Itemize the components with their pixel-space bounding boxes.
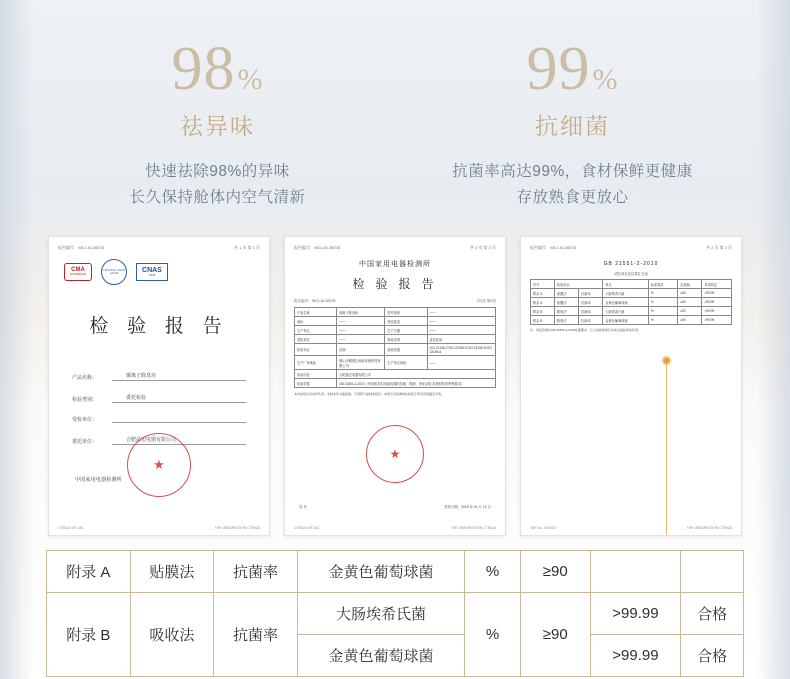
certificate-test-report	[284, 236, 506, 536]
cell-requirement: ≥90	[520, 593, 590, 677]
stat-antibacterial-label: 抗细菌	[534, 113, 610, 139]
cell-appendix: 附录 B	[531, 307, 555, 316]
stat-antibacterial-desc	[402, 159, 743, 210]
certificate-1-footer-left: CTB02A WT-04C	[58, 526, 85, 531]
stat-deodorize-label: 祛异味	[179, 113, 255, 139]
cell-appendix: 附录 B	[531, 316, 555, 325]
certificate-2-page-no: 共 2 页 第 2 页	[469, 245, 496, 251]
cell-value: 佛山市顺德区科能环保科技有限公司	[337, 356, 385, 370]
certificate-2-sub-right: 共2页 第2页	[476, 299, 496, 304]
stat-antibacterial	[402, 35, 743, 210]
certificate-3-page-no: 共 2 页 第 2 页	[705, 245, 732, 251]
stat-deodorize-desc-line1: 快速祛除98%的异味	[145, 163, 290, 180]
cell-label: 生产单位	[295, 326, 337, 335]
cnas-logo-text: CNAS	[142, 267, 162, 275]
highlight-marker-icon	[663, 357, 670, 364]
table-header-row	[531, 280, 732, 289]
cnca-seal-icon	[101, 259, 127, 285]
cell-label: 商标	[295, 317, 337, 326]
certificate-2-table	[294, 307, 496, 388]
certificate-3-footer	[530, 526, 732, 530]
cell-unit: %	[465, 551, 521, 593]
stamp-star-glyph: ★	[153, 457, 165, 473]
cell-appendix: 附录 A	[47, 551, 131, 593]
certificate-1-footer	[58, 526, 260, 530]
cell-unit: %	[648, 307, 678, 316]
cell-measured	[590, 551, 681, 593]
cell-metric: 抗菌率	[579, 307, 603, 316]
certificate-2-header	[294, 245, 496, 251]
certificate-2-footer	[294, 526, 496, 530]
cell-value: ——	[427, 308, 495, 317]
cell-measured: >99.99	[590, 635, 681, 677]
column-header: 实测值	[678, 280, 702, 289]
cnas-logo-icon	[136, 263, 168, 281]
cell-bacteria: 大肠埃希氏菌	[603, 289, 648, 298]
certificates-section	[0, 236, 790, 536]
field-label: 受检单位：	[72, 417, 98, 424]
cell-method: 贴膜法	[130, 551, 214, 593]
cell-label: 生产单位地址	[385, 356, 427, 370]
table-row	[531, 298, 732, 307]
cell-metric: 抗菌率	[214, 551, 298, 593]
stat-antibacterial-number	[402, 35, 743, 103]
cell-bacteria: 大肠埃希氏菌	[297, 593, 464, 635]
cell-metric: 抗菌率	[214, 593, 298, 677]
cell-requirement: ≥90	[678, 307, 702, 316]
certificate-1-header	[58, 245, 260, 251]
stat-deodorize-desc-line2: 长久保持舱体内空气清新	[129, 188, 306, 206]
column-header: 单项判定	[702, 280, 732, 289]
cell-label: 型号规格	[385, 308, 427, 317]
cnca-seal-text: TESTING CNAS L0192	[102, 267, 126, 276]
certificate-inspection-report	[48, 236, 270, 536]
certificate-3-note: 注：判定依据为GB 21551-2-2010标准要求。以上检验结果仅对本次送检样品负责。	[530, 328, 641, 333]
cell-bacteria: 金黄色葡萄球菌	[297, 635, 464, 677]
cell-value: ISO 22196-2 ISO 22196-3 ISO 22196-5 ISO 22196-6	[427, 344, 495, 356]
cell-label: 检验结论	[295, 370, 337, 379]
certificate-2-note: 本次检验仅对来样负责。未经本所书面批准，不得部分复制本报告。本报告无检测单位检验专用章及骑缝章无效。	[294, 392, 445, 397]
table-row	[295, 344, 496, 356]
cell-unit: %	[648, 316, 678, 325]
field-label: 产品名称：	[72, 375, 98, 382]
certificate-3-footer-left: TBF No. 21/9V24	[530, 526, 557, 531]
stat-deodorize	[47, 35, 388, 210]
table-row	[295, 308, 496, 317]
cell-measured: >99.99	[702, 298, 732, 307]
certificate-2-sign-date: 签发日期：2018 年 01 月 12 日	[444, 505, 491, 510]
cell-bacteria: 金黄色葡萄球菌	[297, 551, 464, 593]
cma-logo-sub: 2014050140Z	[70, 273, 87, 276]
cma-logo-icon	[64, 263, 92, 280]
certificate-2-subheader	[294, 299, 496, 304]
certificate-2-footer-right: THE OBSERVATION CTB02A	[450, 526, 496, 531]
highlight-connector-line	[666, 364, 667, 536]
stat-deodorize-number	[47, 35, 388, 103]
cell-verdict: 合格	[681, 593, 744, 635]
stat-antibacterial-value: 99	[526, 35, 591, 103]
certificate-2-sign-label: 吴 亮	[299, 505, 307, 510]
stat-antibacterial-desc-line2: 存放熟食更放心	[516, 188, 629, 206]
cell-method: 贴膜法	[554, 289, 578, 298]
cell-method: 吸收法	[130, 593, 214, 677]
cell-metric: 抗菌率	[579, 316, 603, 325]
cell-method: 贴膜法	[554, 298, 578, 307]
cell-bacteria: 金黄色葡萄球菌	[603, 298, 648, 307]
certificate-1-footer-right: THE OBSERVATION CTB02A	[214, 526, 260, 531]
certificate-1-org: 中国家用电器检测所	[75, 477, 122, 484]
stat-deodorize-value: 98	[171, 35, 236, 103]
certificate-1-page-no: 共 1 页 第 1 页	[233, 245, 260, 251]
cell-appendix: 附录 A	[531, 298, 555, 307]
cell-metric: 抗菌率	[579, 289, 603, 298]
cell-label: 检验类别	[385, 335, 427, 344]
table-row	[295, 317, 496, 326]
certificate-1-field	[72, 372, 246, 381]
field-value	[112, 421, 246, 423]
cnas-logo-sub: L0192	[148, 273, 156, 277]
certificate-3-report-no: 报告编号：WCI-15-30078	[530, 245, 577, 251]
column-header: 标准要求	[648, 280, 678, 289]
cell-value: ——	[337, 317, 385, 326]
cell-verdict: 合格	[681, 635, 744, 677]
cell-measured: >99.99	[702, 316, 732, 325]
certificate-2-sub-left: 报告编号：WCI-15-30078	[294, 299, 336, 304]
table-row	[295, 356, 496, 370]
certificate-1-field	[72, 416, 246, 423]
cell-label: 检验项目	[295, 344, 337, 356]
stat-deodorize-percent: %	[237, 63, 264, 96]
antibacterial-result-table	[46, 550, 744, 677]
stamp-star-glyph: ★	[389, 447, 401, 462]
certificate-2-report-no: 报告编号：WCI-15-30078	[294, 245, 341, 251]
cell-requirement: ≥90	[678, 289, 702, 298]
certificate-results-summary	[520, 236, 742, 536]
table-row	[47, 593, 744, 635]
certificate-2-title: 检 验 报 告	[352, 277, 438, 292]
cell-value: ——	[337, 335, 385, 344]
cell-requirement: ≥90	[678, 316, 702, 325]
cell-value: 委托检验	[427, 335, 495, 344]
cell-measured: >99.99	[702, 289, 732, 298]
cell-value: ——	[427, 356, 495, 370]
cell-value: 铜离子除臭块	[337, 308, 385, 317]
certificate-3-standard-code: GB 21551-2-2010	[603, 261, 659, 268]
certificate-3-header	[530, 245, 732, 251]
field-label: 检验类别：	[72, 397, 98, 404]
table-row	[295, 326, 496, 335]
stat-antibacterial-desc-line1: 抗菌率高达99%，食材保鲜更健康	[452, 163, 693, 180]
cell-label: 生产日期	[385, 326, 427, 335]
cell-label: 检验依据	[385, 344, 427, 356]
cell-unit: %	[465, 593, 521, 677]
certificate-1-title: 检 验 报 告	[89, 316, 229, 338]
cell-metric: 抗菌率	[579, 298, 603, 307]
cell-bacteria: 金黄色葡萄球菌	[603, 316, 648, 325]
cell-unit: %	[648, 289, 678, 298]
certificate-1-report-no: 报告编号：WCI-15-30078	[58, 245, 105, 251]
cell-value: GB 21551-2-2010《家用和类似用途电器的抗菌、除菌、净化功能 抗菌材料的特殊要求》	[337, 379, 496, 388]
certificate-3-caption: 试验项目及结果汇总表	[614, 272, 648, 277]
column-header: 单位	[603, 280, 648, 289]
cell-appendix: 附录 B	[47, 593, 131, 677]
table-row	[531, 289, 732, 298]
certificate-1-field	[72, 394, 246, 403]
certificate-2-org-title: 中国家用电器检测所	[359, 261, 431, 269]
cell-measured: >99.99	[702, 307, 732, 316]
cell-verdict	[681, 551, 744, 593]
field-value: 铜离子除臭块	[112, 372, 246, 381]
table-row	[295, 335, 496, 344]
cell-bacteria: 大肠埃希氏菌	[603, 307, 648, 316]
cell-value: 合肥晶宏电器有限公司	[337, 370, 496, 379]
cell-label: 受检单位	[295, 335, 337, 344]
certificate-3-footer-right: THE OBSERVATION CTB02A	[686, 526, 732, 531]
cell-value: ——	[337, 326, 385, 335]
stat-deodorize-desc	[47, 159, 388, 210]
red-stamp-icon	[127, 433, 191, 497]
cell-method: 吸收法	[554, 307, 578, 316]
table-row	[295, 379, 496, 388]
certificate-1-logos	[64, 259, 260, 285]
cell-requirement: ≥90	[678, 298, 702, 307]
table-row	[531, 307, 732, 316]
cell-label: 样品数量	[385, 317, 427, 326]
cell-value: ——	[427, 326, 495, 335]
stats-section	[0, 0, 790, 210]
cell-requirement: ≥90	[520, 551, 590, 593]
column-header: 序号	[531, 280, 555, 289]
cell-label: 产品名称	[295, 308, 337, 317]
stat-antibacterial-percent: %	[592, 63, 619, 96]
cell-label: 生产厂家地址	[295, 356, 337, 370]
cell-measured: >99.99	[590, 593, 681, 635]
column-header: 检验项目	[554, 280, 602, 289]
certificate-2-signature	[299, 504, 491, 509]
field-label: 委托单位：	[72, 439, 98, 446]
table-row	[295, 370, 496, 379]
cell-value: 抗菌	[337, 344, 385, 356]
red-stamp-icon	[366, 425, 424, 483]
table-row	[47, 551, 744, 593]
cell-value: ——	[427, 317, 495, 326]
table-row	[531, 316, 732, 325]
cell-appendix: 附录 A	[531, 289, 555, 298]
cell-method: 吸收法	[554, 316, 578, 325]
cell-unit: %	[648, 298, 678, 307]
field-value: 委托检验	[112, 394, 246, 403]
field-value: 合肥晶宏电器有限公司	[112, 436, 246, 445]
result-table-section	[0, 536, 790, 677]
cma-logo-text: CMA	[71, 267, 85, 274]
certificate-2-footer-left: CTB02A WT-04C	[294, 526, 321, 531]
cell-label: 检验依据	[295, 379, 337, 388]
certificate-3-table	[530, 279, 732, 325]
